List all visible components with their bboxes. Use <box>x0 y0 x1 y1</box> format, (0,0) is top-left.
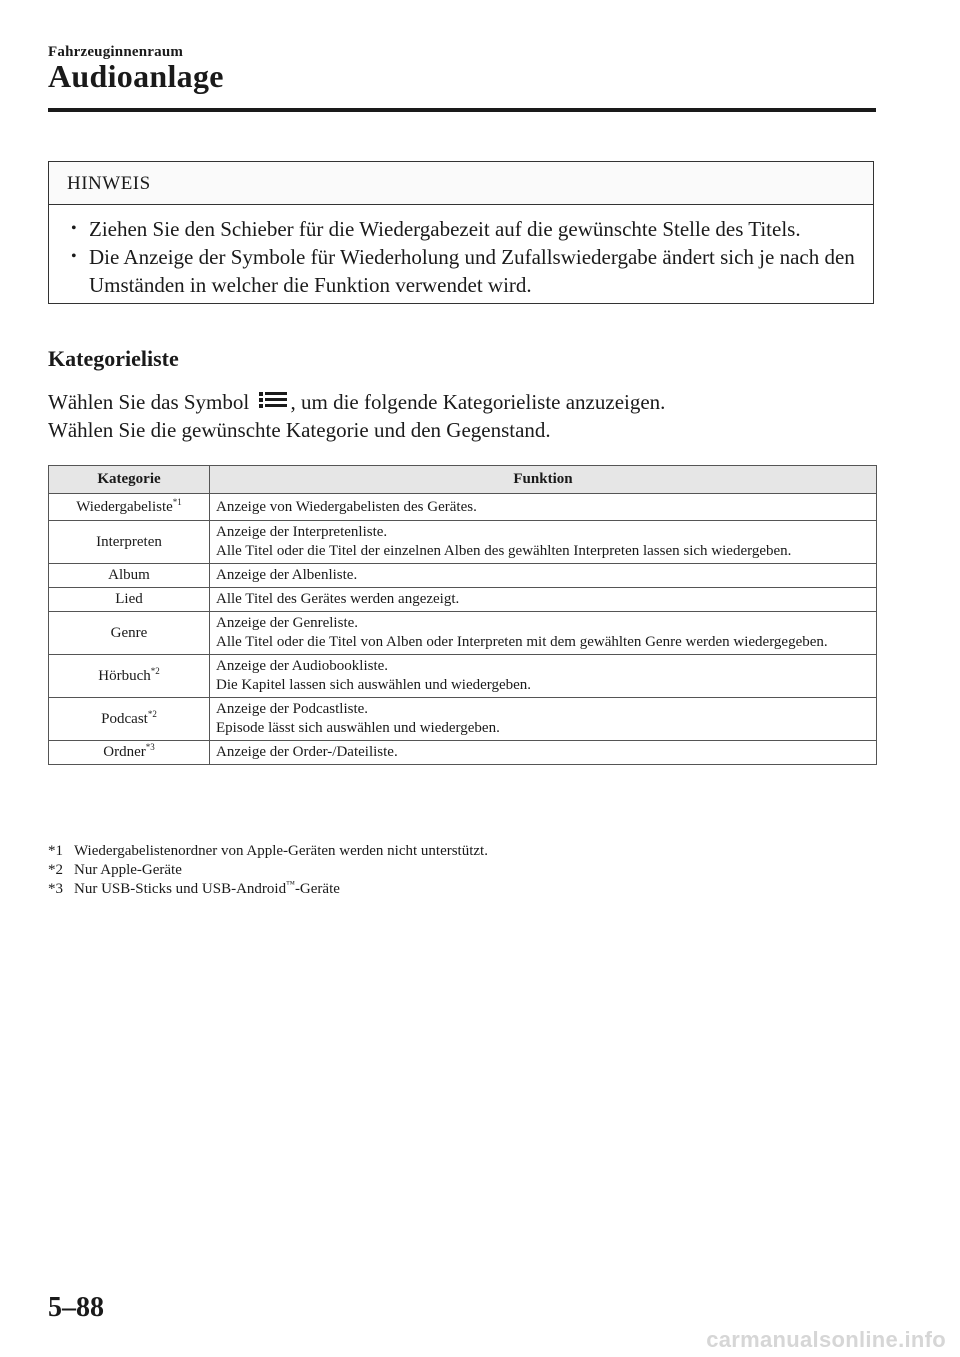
footnote-number: *1 <box>48 843 63 859</box>
category-name: Album <box>108 567 150 583</box>
note-list <box>49 205 873 299</box>
note-item <box>71 243 863 299</box>
table-row <box>49 612 877 655</box>
footnote <box>48 880 488 899</box>
column-header-function: Funktion <box>210 466 877 494</box>
footnotes <box>48 842 488 899</box>
footnote <box>48 842 488 861</box>
function-line: Alle Titel des Gerätes werden angezeigt. <box>216 591 460 607</box>
function-line: Anzeige der Interpretenliste. <box>216 524 388 540</box>
function-cell <box>210 612 877 655</box>
category-name: Hörbuch <box>98 667 151 684</box>
function-cell <box>210 698 877 741</box>
category-name: Podcast <box>101 710 148 727</box>
function-line: Anzeige der Albenliste. <box>216 567 358 583</box>
column-header-category: Kategorie <box>49 466 210 494</box>
note-item <box>71 215 863 243</box>
table-row <box>49 564 877 588</box>
note-item-text: Die Anzeige der Symbole für Wiederholung und Zufallswiedergabe ändert sich je nach den Umständen in welcher die Funktion verwendet wird. <box>89 245 855 297</box>
instruction-line2: Wählen Sie die gewünschte Kategorie und den Gegenstand. <box>48 418 551 442</box>
footnote <box>48 861 488 880</box>
function-cell <box>210 588 877 612</box>
category-name: Wiedergabeliste <box>76 498 173 515</box>
footnote-text: Wiedergabelistenordner von Apple-Geräten werden nicht unterstützt. <box>74 843 488 859</box>
category-name: Genre <box>110 624 148 641</box>
note-box <box>48 161 874 304</box>
category-cell <box>49 655 210 698</box>
category-cell <box>49 698 210 741</box>
function-line: Anzeige von Wiedergabelisten des Gerätes. <box>216 498 477 515</box>
function-line: Anzeige der Podcastliste. <box>216 701 369 717</box>
watermark: carmanualsonline.info <box>706 1327 946 1352</box>
function-cell <box>210 521 877 564</box>
category-cell <box>49 612 210 655</box>
category-cell <box>49 741 210 765</box>
table-row <box>49 698 877 741</box>
category-name: Ordner <box>103 744 146 760</box>
category-name: Lied <box>115 591 143 607</box>
function-cell <box>210 741 877 765</box>
category-table <box>48 465 877 765</box>
category-name: Interpreten <box>96 533 162 550</box>
function-cell <box>210 655 877 698</box>
table-row <box>49 741 877 765</box>
category-list-heading: Kategorieliste <box>48 346 179 371</box>
instruction-line1-start: Wählen Sie das Symbol <box>48 390 255 414</box>
page-number: 5–88 <box>48 1292 104 1323</box>
title-rule <box>48 108 876 112</box>
footnote-text-end: -Geräte <box>294 881 340 897</box>
table-row <box>49 521 877 564</box>
footnote-text: Nur USB-Sticks und USB-Android <box>74 881 287 897</box>
footnote-ref: *3 <box>145 742 155 752</box>
function-line: Anzeige der Order-/Dateiliste. <box>216 744 398 760</box>
footnote-number: *3 <box>48 881 63 897</box>
table-row <box>49 588 877 612</box>
table-body <box>49 494 877 765</box>
function-line: Episode lässt sich auswählen und wiedergeben. <box>216 720 500 736</box>
function-cell <box>210 494 877 521</box>
trademark-sign: ™ <box>286 879 295 889</box>
function-line: Anzeige der Genreliste. <box>216 615 359 631</box>
function-line: Die Kapitel lassen sich auswählen und wiedergeben. <box>216 677 532 693</box>
footnote-text: Nur Apple-Geräte <box>74 862 182 878</box>
list-icon <box>257 389 289 411</box>
section-label: Fahrzeuginnenraum <box>48 44 184 60</box>
category-cell <box>49 521 210 564</box>
bullet-icon: • <box>71 220 77 237</box>
function-cell <box>210 564 877 588</box>
function-line: Alle Titel oder die Titel von Alben oder Interpreten mit dem gewählten Genre werden wiedergegeben. <box>216 634 828 650</box>
footnote-number: *2 <box>48 862 63 878</box>
table-header-row <box>49 466 877 494</box>
bullet-icon: • <box>71 248 77 265</box>
function-line: Anzeige der Audiobookliste. <box>216 658 389 674</box>
function-line: Alle Titel oder die Titel der einzelnen Alben des gewählten Interpreten lassen sich wiedergeben. <box>216 543 792 559</box>
category-cell <box>49 564 210 588</box>
table-row <box>49 655 877 698</box>
instructions <box>48 388 888 444</box>
footnote-ref: *2 <box>150 665 160 676</box>
page-title: Audioanlage <box>48 58 224 94</box>
table-row <box>49 494 877 521</box>
instruction-line1-end: , um die folgende Kategorieliste anzuzeigen. <box>290 390 666 414</box>
footnote-ref: *1 <box>172 496 182 507</box>
category-cell <box>49 588 210 612</box>
category-cell <box>49 494 210 521</box>
note-item-text: Ziehen Sie den Schieber für die Wiedergabezeit auf die gewünschte Stelle des Titels. <box>89 217 801 241</box>
footnote-ref: *2 <box>147 708 157 719</box>
note-heading: HINWEIS <box>49 162 873 205</box>
